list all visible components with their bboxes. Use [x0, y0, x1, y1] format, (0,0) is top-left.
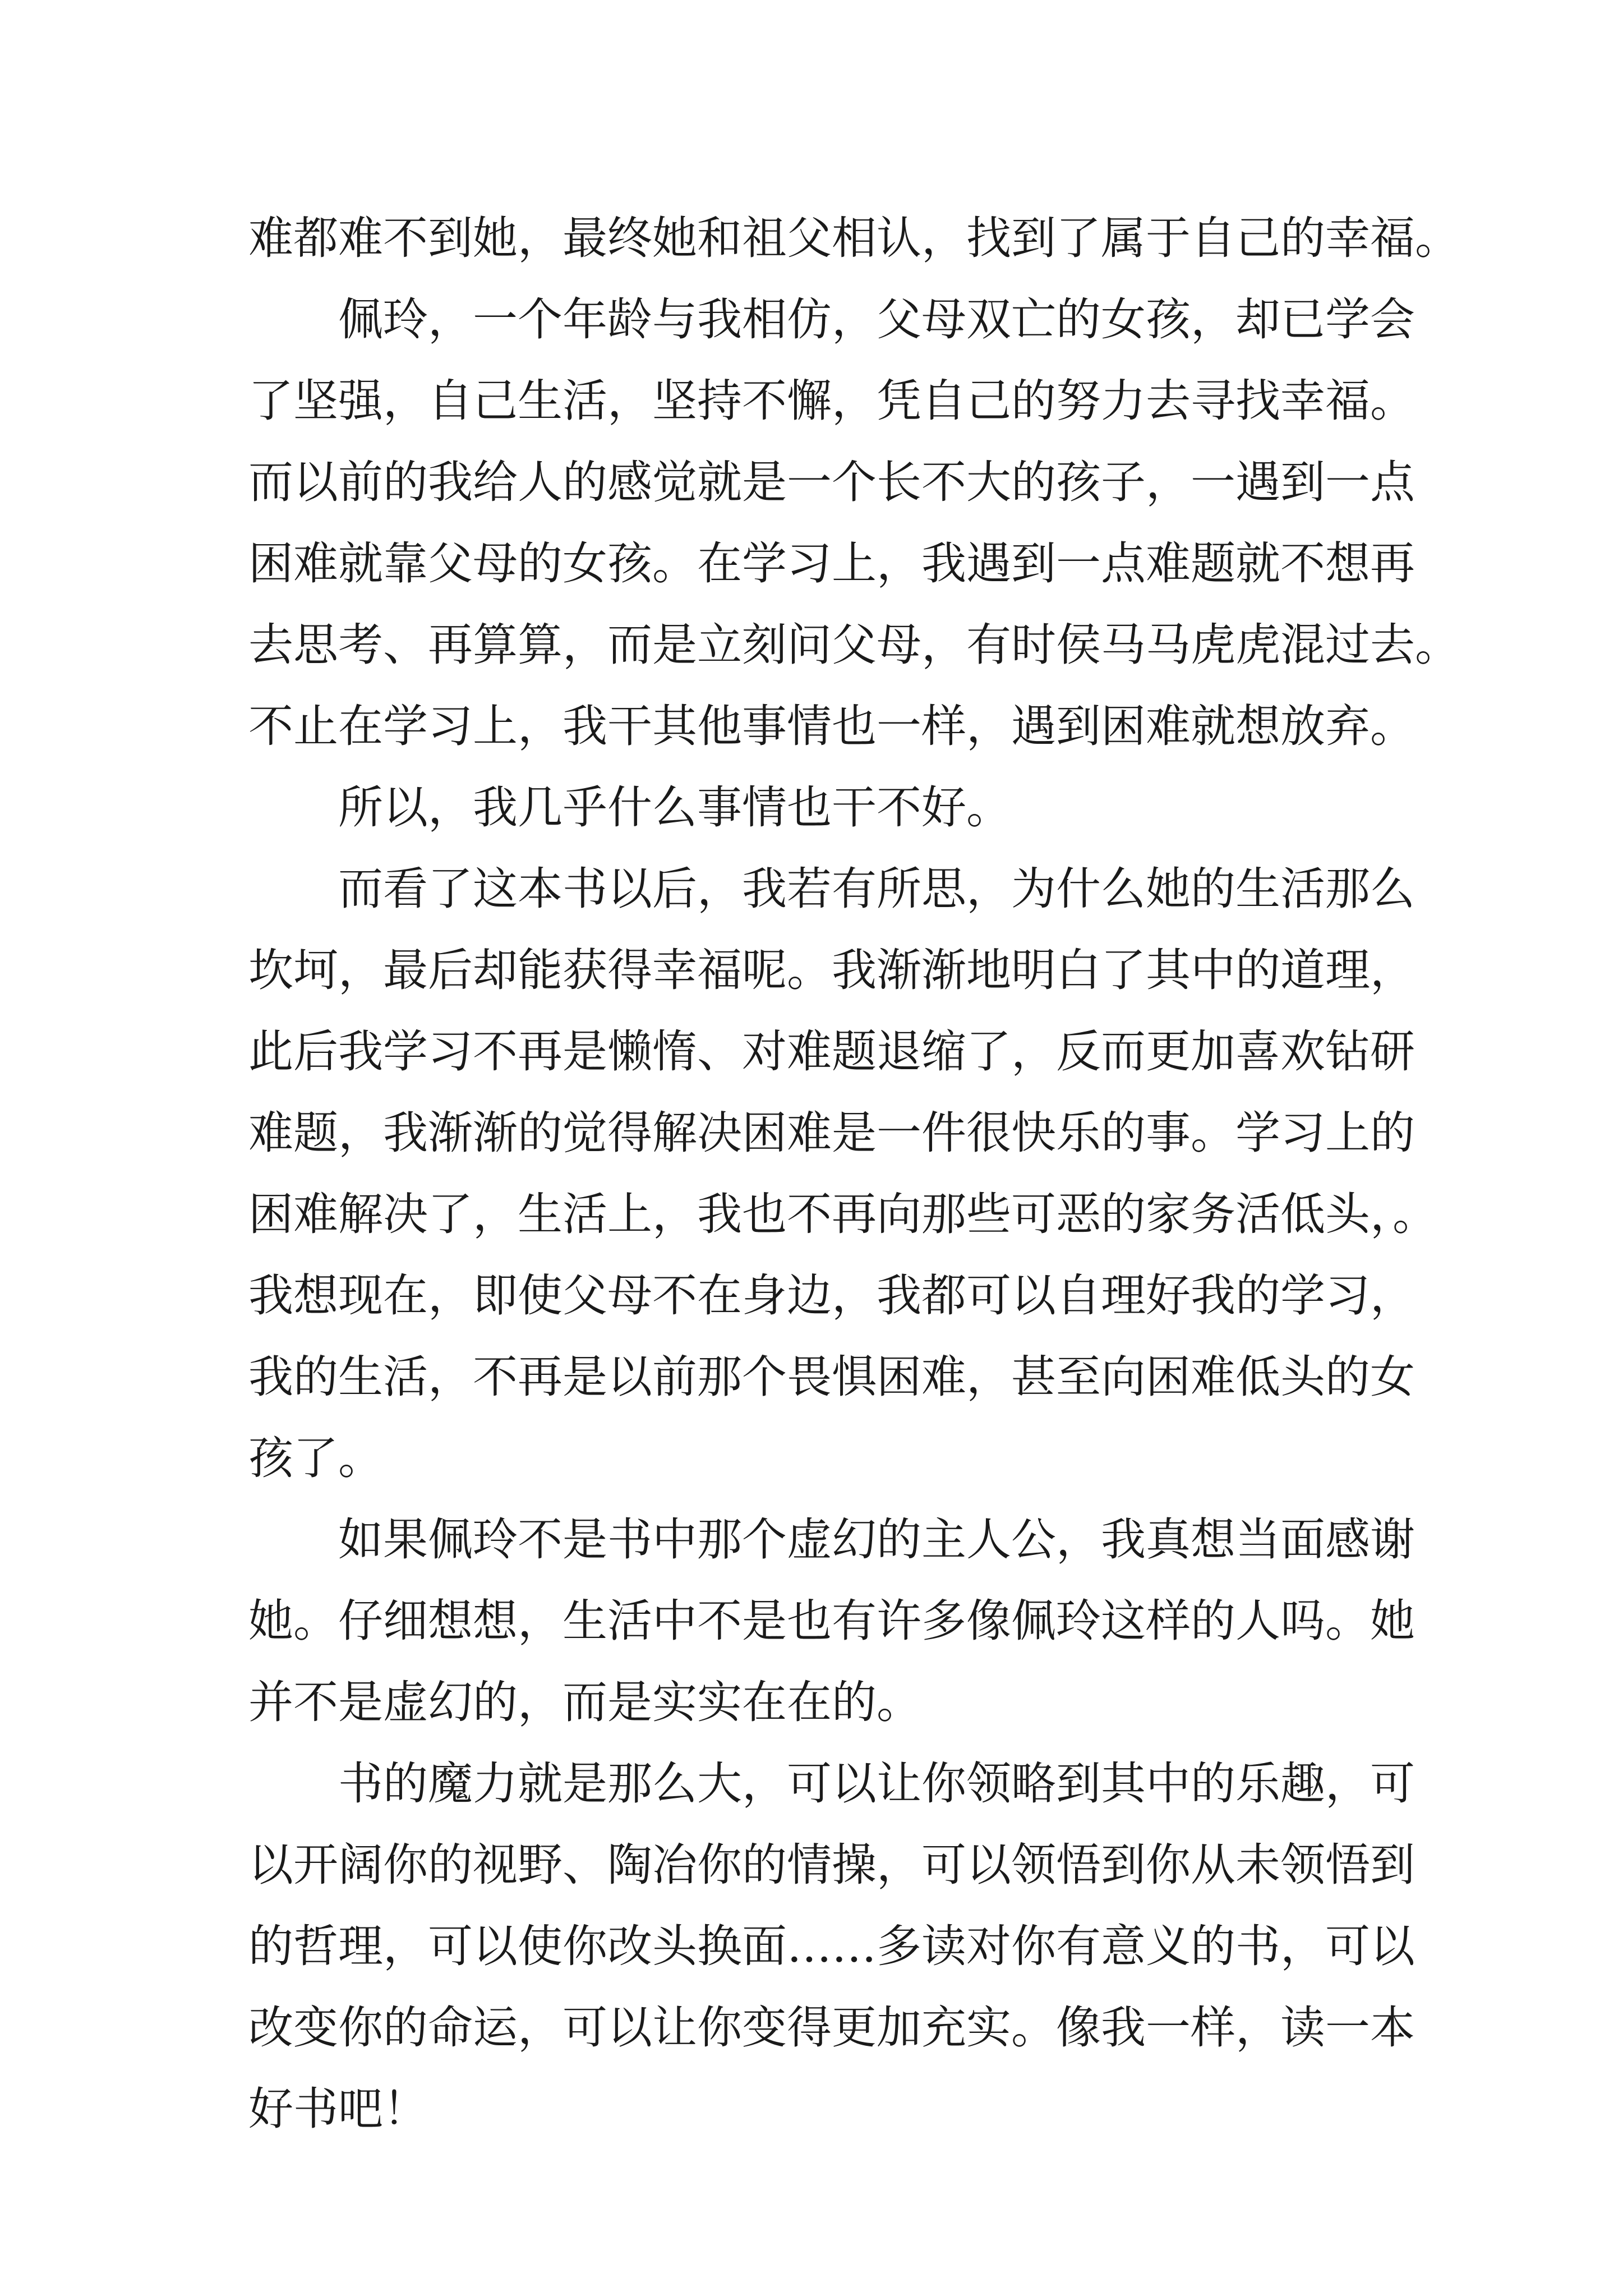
text-line: 并不是虚幻的，而是实实在在的。 [248, 1676, 921, 1728]
text-line: 去思考、再算算，而是立刻问父母，有时侯马马虎虎混过去。 [248, 619, 1460, 671]
text-line: 的哲理，可以使你改头换面……多读对你有意义的书，可以 [248, 1920, 1415, 1972]
text-line: 了坚强，自己生活，坚持不懈，凭自己的努力去寻找幸福。 [248, 375, 1415, 427]
text-line: 书的魔力就是那么大，可以让你领略到其中的乐趣，可 [338, 1757, 1415, 1810]
text-line: 如果佩玲不是书中那个虚幻的主人公，我真想当面感谢 [338, 1513, 1415, 1566]
text-line: 而看了这本书以后，我若有所思，为什么她的生活那么 [338, 863, 1415, 915]
text-line: 好书吧！ [248, 2083, 428, 2135]
text-line: 此后我学习不再是懒惰、对难题退缩了，反而更加喜欢钻研 [248, 1025, 1415, 1078]
text-line: 改变你的命运，可以让你变得更加充实。像我一样，读一本 [248, 2001, 1415, 2054]
text-line: 所以，我几乎什么事情也干不好。 [338, 781, 1011, 834]
text-line: 而以前的我给人的感觉就是一个长不大的孩子，一遇到一点 [248, 456, 1415, 508]
essay-body [248, 197, 1460, 2150]
text-line: 孩了。 [248, 1432, 383, 1484]
text-line: 难题，我渐渐的觉得解决困难是一件很快乐的事。学习上的 [248, 1107, 1415, 1159]
text-line: 难都难不到她，最终她和祖父相认，找到了属于自己的幸福。 [248, 212, 1460, 264]
text-line: 我的生活，不再是以前那个畏惧困难，甚至向困难低头的女 [248, 1351, 1415, 1403]
text-line: 佩玲，一个年龄与我相仿，父母双亡的女孩，却已学会 [338, 293, 1415, 346]
text-line: 我想现在，即使父母不在身边，我都可以自理好我的学习， [248, 1269, 1415, 1322]
text-line: 坎坷，最后却能获得幸福呢。我渐渐地明白了其中的道理， [248, 944, 1415, 996]
text-line: 她。仔细想想，生活中不是也有许多像佩玲这样的人吗。她 [248, 1595, 1415, 1647]
text-line: 困难就靠父母的女孩。在学习上，我遇到一点难题就不想再 [248, 537, 1415, 590]
text-line: 困难解决了，生活上，我也不再向那些可恶的家务活低头，。 [248, 1188, 1437, 1240]
text-line: 不止在学习上，我干其他事情也一样，遇到困难就想放弃。 [248, 700, 1415, 752]
text-line: 以开阔你的视野、陶冶你的情操，可以领悟到你从未领悟到 [248, 1839, 1415, 1891]
